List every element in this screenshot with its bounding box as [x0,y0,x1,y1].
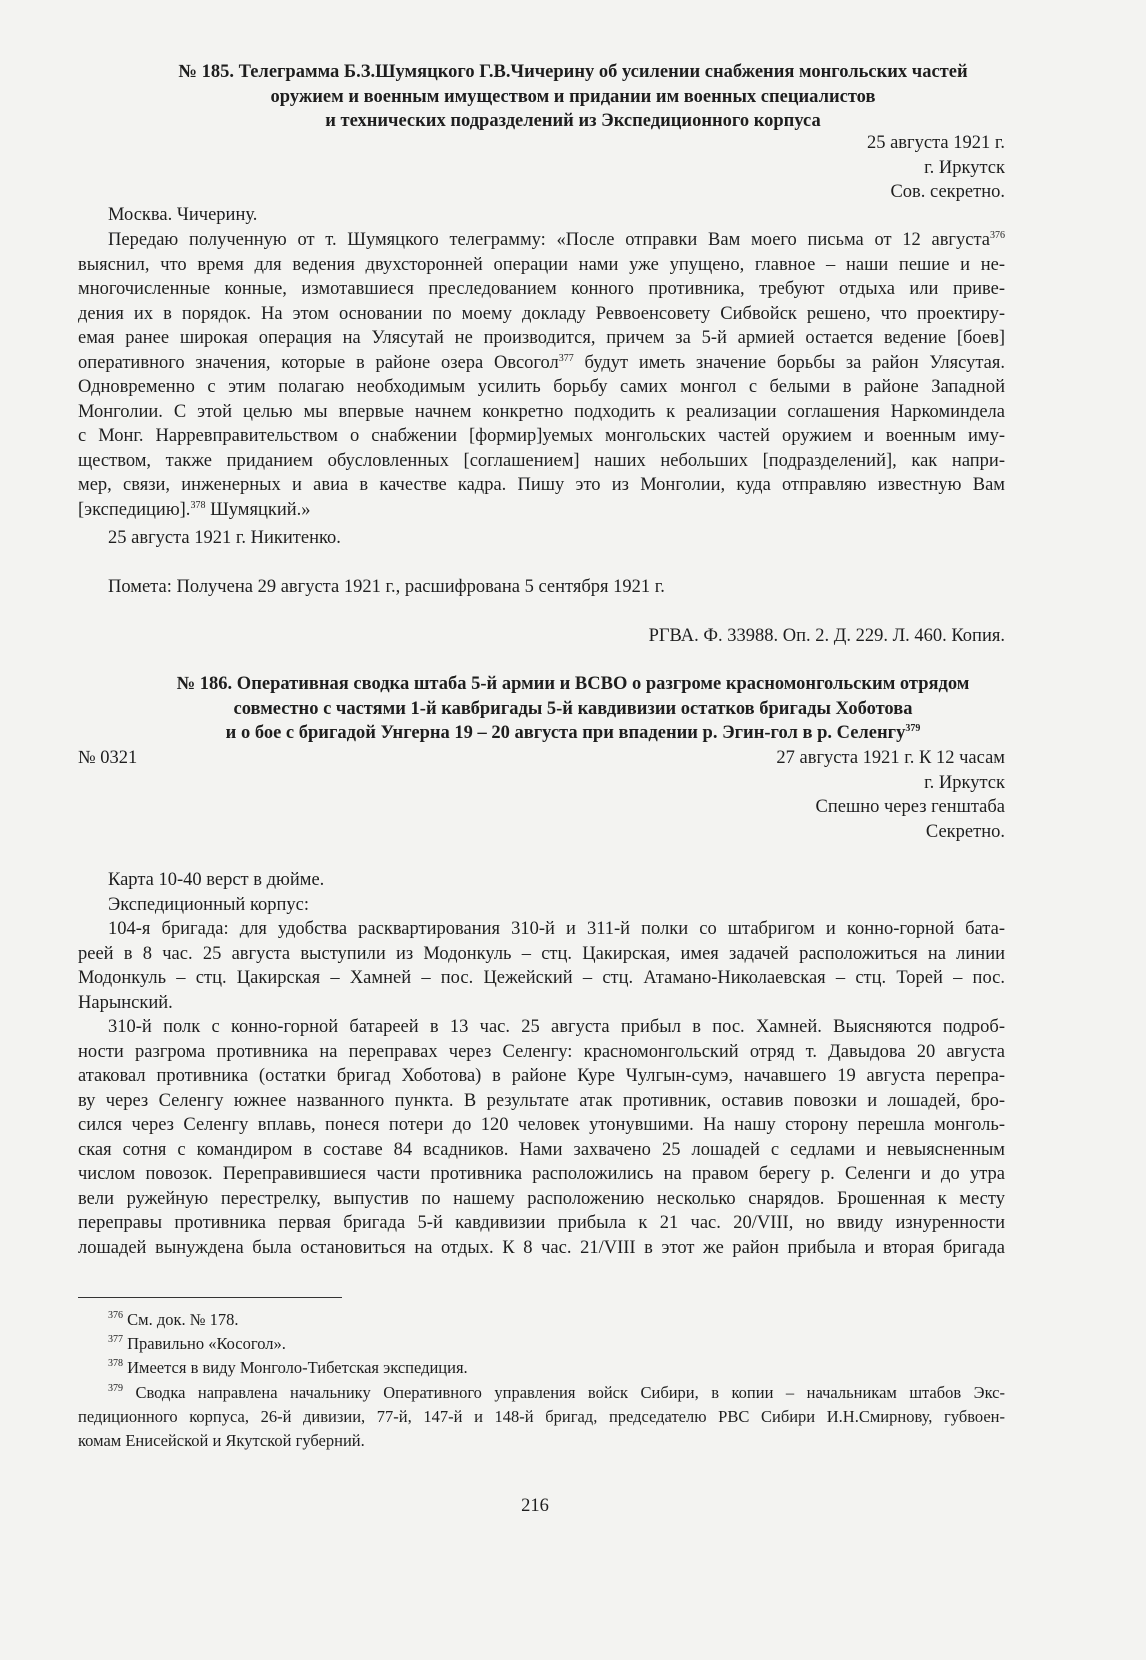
footnotes [78,1308,1005,1453]
text-line [78,991,1005,1016]
text-segment: будут иметь значение борьбы за район Улясутая. [573,352,1005,373]
text-line [78,253,1005,278]
text-line [78,449,1005,474]
text-line [78,351,1005,376]
text-line [78,1089,1005,1114]
text-segment: комам Енисейской и Якутской губерний. [78,1431,365,1451]
text-line [78,1187,1005,1212]
footnote-reference: 376 [108,1310,123,1321]
doc185-date: 25 августа 1921 г. [866,133,1005,153]
text-line [78,1381,1005,1405]
text-segment: сился через Селенгу вплавь, понеся потери до 120 человек утонувшими. На нашу сторону перешла монголь- [78,1115,1005,1135]
text-line [78,1211,1005,1236]
text-segment: ществом, также приданием обусловленных [соглашением] наших небольших [подразделений], как напри- [78,450,1005,471]
text-line [78,277,1005,302]
text-line [78,1162,1005,1187]
text-line [78,1405,1005,1429]
paragraph [78,1332,1005,1356]
text-line [78,1040,1005,1065]
text-segment: Одновременно с этим полагаю необходимым усилить борьбу самих монгол с белыми в районе Западной [78,377,1005,397]
text-line [78,302,1005,327]
text-line [78,917,1005,942]
text-line [78,942,1005,967]
text-segment: Монголии. С этой целью мы впервые начнем конкретно подходить к реализации соглашения Наркоминдела [78,401,1005,422]
text-segment: Имеется в виду Монголо-Тибетская экспедиция. [123,1358,468,1378]
paragraph [78,1015,1005,1260]
text-segment: емая ранее широкая операция на Улясутай не производится, причем за 5-й армией остается ведение [боев] [78,328,1005,348]
paragraph [78,868,1005,893]
footnote-reference: 377 [558,352,574,364]
text-line [78,498,1005,523]
footnote-reference: 377 [108,1334,123,1346]
doc185-archive: РГВА. Ф. 33988. Оп. 2. Д. 229. Л. 460. Копия. [648,626,1005,646]
doc185-place: г. Иркутск [924,157,1005,178]
text-segment: и технических подразделений из Экспедиционного корпуса [325,111,821,131]
doc185-header [78,131,1005,205]
text-segment: с Монг. Нарревправительством о снабжении [формир]уемых монгольских частей оружием и военным иму- [78,426,1005,446]
title-line [78,60,1068,85]
text-line [78,1429,1005,1453]
text-segment: многочисленные конные, измотавшиеся преследованием конного противника, требуют отдыха или приве- [78,279,1005,299]
doc185-note: Помета: Получена 29 августа 1921 г., расшифрована 5 сентября 1921 г. [108,577,665,597]
text-line [78,1308,1005,1332]
title-line [78,109,1068,134]
doc185-body [78,228,1005,522]
text-segment: совместно с частями 1-й кавбригады 5-й кавдивизии остатков бригады Хоботова [233,698,913,719]
text-segment: Карта 10-40 верст в дюйме. [108,870,325,890]
doc185-signature: 25 августа 1921 г. Никитенко. [108,528,341,548]
text-segment: ности разгрома противника на переправах через Селенгу: красномонгольский отряд т. Давыдова 20 августа [78,1041,1005,1062]
text-line [78,228,1005,253]
text-line [78,1236,1005,1261]
footnote-reference: 376 [990,230,1005,241]
paragraph [78,893,1005,918]
text-segment: 310-й полк с конно-горной батареей в 13 час. 25 августа прибыл в пос. Хамней. Выясняются подроб- [108,1017,1005,1037]
footnote-reference: 378 [190,499,206,511]
text-segment: мер, связи, инженерных и авиа в качестве кадра. Пишу это из Монголии, куда отправляю известную Вам [78,475,1005,495]
doc186-body [78,868,1005,1260]
text-segment: выяснил, что время для ведения двухсторонней операции нами уже упущено, главное – наши пешие и не- [78,254,1005,275]
paragraph [78,917,1005,1015]
doc186-title [78,672,1068,746]
text-line [78,1064,1005,1089]
text-line [78,1015,1005,1040]
text-line [78,424,1005,449]
text-segment: [экспедицию]. [78,499,191,520]
title [78,60,1068,134]
text-segment: ву через Селенгу южнее названного пункта. В результате атак противник, оставив повозки и лошадей, бро- [78,1090,1005,1111]
text-segment: Модонкуль – стц. Цакирская – Хамней – пос. Цежейский – стц. Атамано-Николаевская – стц. Торей – пос. [78,968,1005,988]
text-segment: числом повозок. Переправившиеся части противника расположились на правом берегу р. Селенги и до утра [78,1164,1005,1184]
text-segment: оружием и военным имуществом и придании им военных специалистов [270,86,876,107]
title [78,672,1068,746]
paragraph [78,1356,1005,1380]
text-segment: Сводка направлена начальнику Оперативного управления войск Сибири, в копии – начальникам штабов Экс- [123,1382,1005,1402]
footnote-reference: 379 [108,1382,123,1394]
text-segment: Экспедиционный корпус: [108,894,309,915]
text-segment: См. док. № 178. [123,1310,239,1329]
text-segment: переправы противника первая бригада 5-й кавдивизии прибыла к 21 час. 20/VIII, но ввиду изнуренности [78,1213,1005,1233]
paragraph [78,1381,1005,1454]
title-line [78,672,1068,697]
doc186-number: № 0321 [78,748,138,768]
text-segment: Шумяцкий.» [205,499,311,520]
text-segment: и о бое с бригадой Унгерна 19 – 20 августа при впадении р. Эгин-гол в р. Селенгу [225,723,906,743]
title-line [78,85,1068,110]
text-line [78,375,1005,400]
text-segment: ская сотня с командиром в составе 84 всадников. Нами захвачено 25 лошадей с седлами и невыясненным [78,1139,1005,1160]
text-line [78,1113,1005,1138]
text-segment: Передаю полученную от т. Шумяцкого телеграмму: «После отправки Вам моего письма от 12 августа [108,230,990,250]
title-line [78,721,1068,746]
text-segment: 104-я бригада: для удобства расквартирования 310-й и 311-й полки со штабригом и конно-горной бата- [108,919,1005,939]
footnote-divider [78,1297,342,1298]
doc185-title [78,60,1068,134]
text-segment: Нарынский. [78,992,173,1013]
doc186-date: 27 августа 1921 г. К 12 часам [776,748,1005,768]
paragraph [78,1308,1005,1332]
text-segment: оперативного значения, которые в районе озера Овсогол [78,352,559,373]
text-segment: № 186. Оперативная сводка штаба 5-й армии и ВСВО о разгроме красномонгольским отрядом [176,674,970,694]
text-segment: Правильно «Косогол». [123,1334,286,1354]
doc186-routing: Спешно через генштаба [815,797,1005,817]
text-segment: дения их в порядок. На этом основании по моему докладу Реввоенсовету Сибвойск решено, что проектиру- [78,303,1005,324]
text-segment: № 185. Телеграмма Б.З.Шумяцкого Г.В.Чичерину об усилении снабжения монгольских частей [178,62,968,82]
title-line [78,697,1068,722]
page-number: 216 [521,1496,549,1516]
text-line [78,473,1005,498]
doc186-classification: Секретно. [925,821,1005,842]
doc186-place: г. Иркутск [924,772,1005,793]
text-segment: педиционного корпуса, 26-й дивизии, 77-й, 147-й и 148-й бригад, председателю РВС Сибири И.Н.Смирнову, губвоен- [78,1406,1005,1426]
doc185-addressee: Москва. Чичерину. [108,205,258,225]
text-line [78,893,1005,918]
doc185-classification: Сов. секретно. [890,182,1005,202]
footnote-reference: 379 [905,723,921,734]
text-line [78,1138,1005,1163]
doc186-number-row [78,746,1005,771]
text-line [78,966,1005,991]
text-line [78,1332,1005,1356]
text-line [78,400,1005,425]
text-segment: лошадей вынуждена была остановиться на отдых. К 8 час. 21/VIII в этот же район прибыла и вторая бригада [78,1237,1005,1258]
paragraph [78,228,1005,522]
text-segment: вели ружейную перестрелку, выпустив по нашему расположению несколько снарядов. Брошенная к месту [78,1188,1005,1209]
doc186-header [78,746,1005,844]
text-line [78,1356,1005,1380]
text-line [78,868,1005,893]
text-line [78,326,1005,351]
text-segment: реей в 8 час. 25 августа выступили из Модонкуль – стц. Цакирская, имея задачей расположиться на линии [78,943,1005,964]
footnote-reference: 378 [108,1358,123,1370]
text-segment: атаковал противника (остатки бригад Хоботова) в районе Куре Чулгын-сумэ, начавшего 19 августа перепра- [78,1066,1005,1086]
